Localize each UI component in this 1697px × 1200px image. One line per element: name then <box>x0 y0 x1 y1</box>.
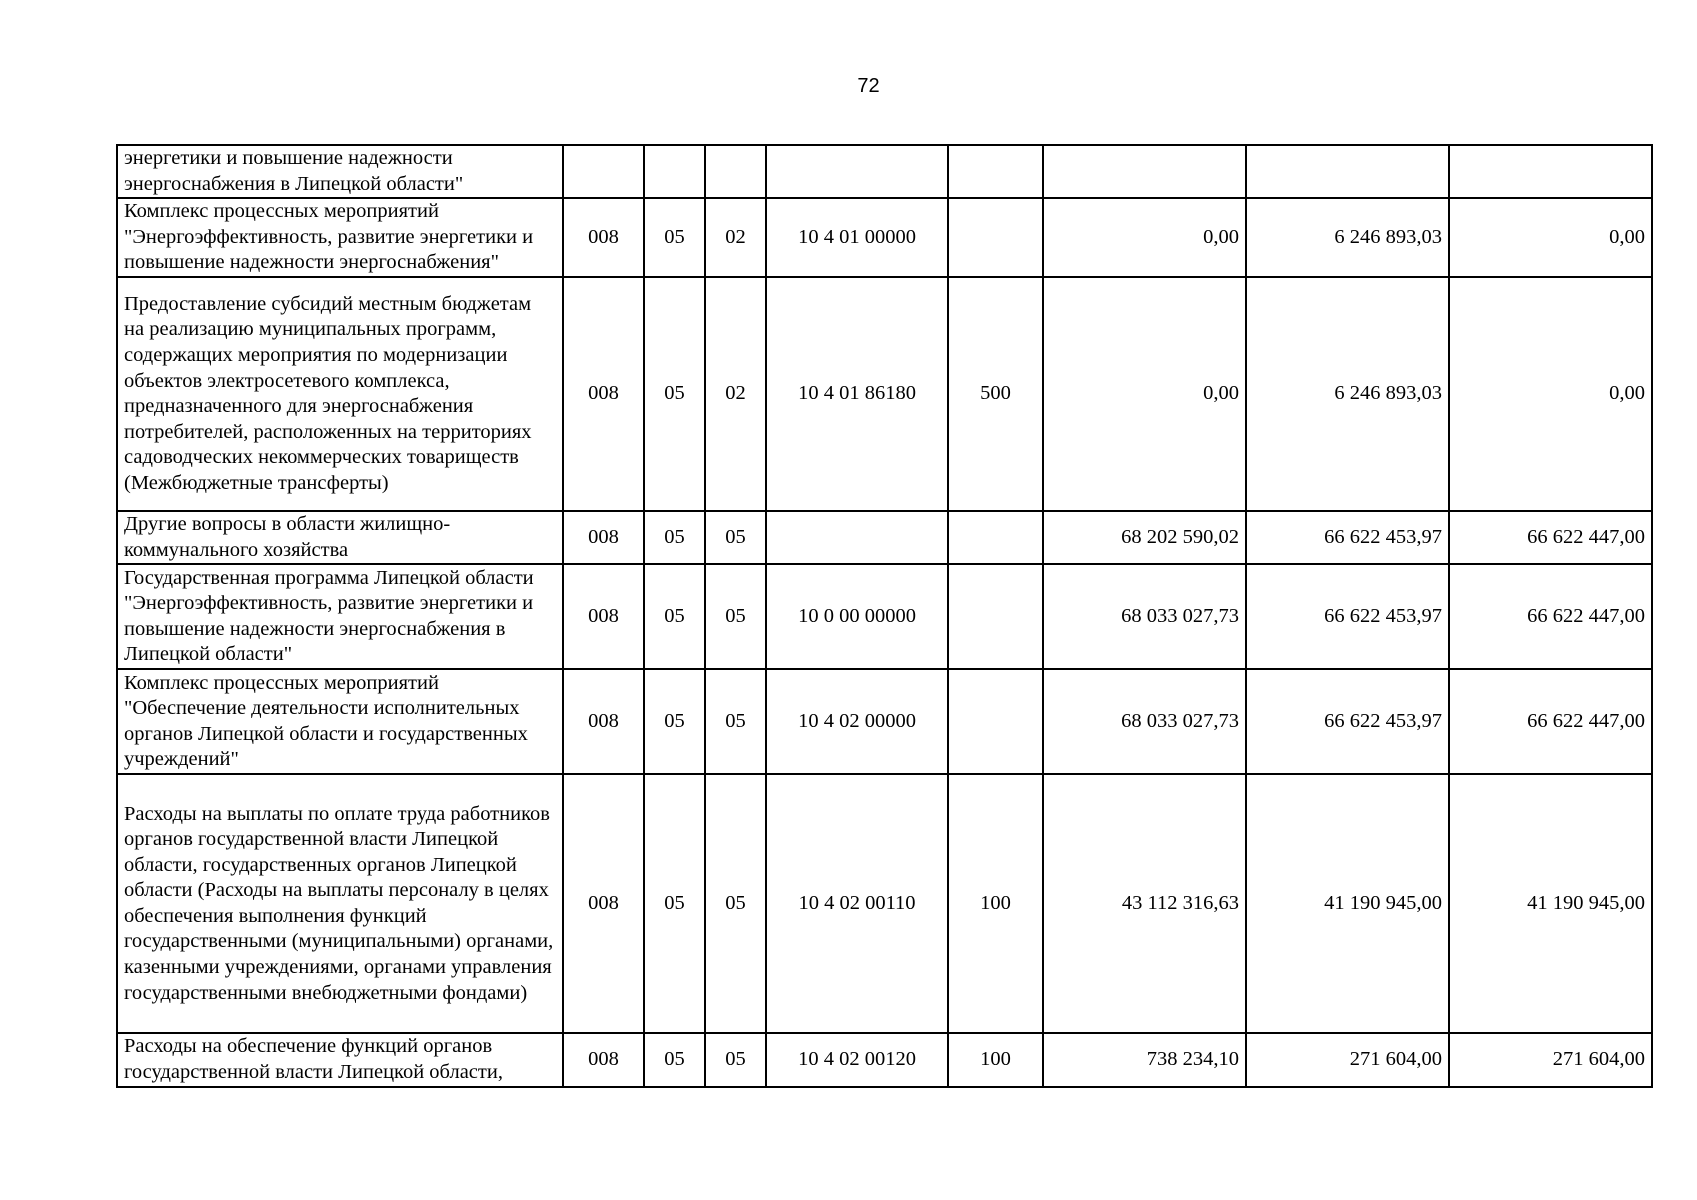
sum-year-1: 0,00 <box>1043 198 1246 277</box>
sum-year-3 <box>1449 145 1652 198</box>
sum-year-2: 66 622 453,97 <box>1246 669 1449 774</box>
sum-year-1: 68 033 027,73 <box>1043 669 1246 774</box>
section-code: 05 <box>644 669 705 774</box>
expense-type-code: 500 <box>948 277 1043 511</box>
target-article-code: 10 4 02 00110 <box>766 774 948 1033</box>
target-article-code <box>766 145 948 198</box>
expense-type-code: 100 <box>948 774 1043 1033</box>
row-name: Расходы на выплаты по оплате труда работников органов государственной власти Липецкой области, государственных органов Липецкой области (Расходы на выплаты персоналу в целях обеспечения выполнения функций государственными (муниципальными) органами, казенными учреждениями, органами управления государственными внебюджетными фондами) <box>117 774 563 1033</box>
row-name: Комплекс процессных мероприятий "Энергоэффективность, развитие энергетики и повышение надежности энергоснабжения" <box>117 198 563 277</box>
expense-type-code <box>948 564 1043 669</box>
subsection-code: 05 <box>705 669 766 774</box>
sum-year-1: 43 112 316,63 <box>1043 774 1246 1033</box>
row-name: Предоставление субсидий местным бюджетам на реализацию муниципальных программ, содержащих мероприятия по модернизации объектов электросетевого комплекса, предназначенного для энергоснабжения потребителей, расположенных на территориях садоводческих некоммерческих товариществ (Межбюджетные трансферты) <box>117 277 563 511</box>
ministry-code: 008 <box>563 511 644 564</box>
subsection-code: 05 <box>705 774 766 1033</box>
subsection-code <box>705 145 766 198</box>
expense-type-code <box>948 511 1043 564</box>
table-row <box>117 669 1652 774</box>
sum-year-2: 41 190 945,00 <box>1246 774 1449 1033</box>
table-row <box>117 198 1652 277</box>
sum-year-3: 41 190 945,00 <box>1449 774 1652 1033</box>
target-article-code: 10 4 02 00000 <box>766 669 948 774</box>
section-code: 05 <box>644 277 705 511</box>
section-code: 05 <box>644 198 705 277</box>
expense-type-code <box>948 145 1043 198</box>
sum-year-1: 0,00 <box>1043 277 1246 511</box>
section-code: 05 <box>644 1033 705 1086</box>
section-code: 05 <box>644 511 705 564</box>
sum-year-1: 68 033 027,73 <box>1043 564 1246 669</box>
table-row <box>117 145 1652 198</box>
ministry-code: 008 <box>563 669 644 774</box>
sum-year-2: 6 246 893,03 <box>1246 198 1449 277</box>
row-name: Расходы на обеспечение функций органов государственной власти Липецкой области, <box>117 1033 563 1086</box>
sum-year-3: 0,00 <box>1449 277 1652 511</box>
budget-table <box>116 144 1653 1088</box>
expense-type-code <box>948 198 1043 277</box>
expense-type-code <box>948 669 1043 774</box>
target-article-code <box>766 511 948 564</box>
sum-year-3: 66 622 447,00 <box>1449 511 1652 564</box>
target-article-code: 10 4 01 86180 <box>766 277 948 511</box>
row-name: Другие вопросы в области жилищно-коммунального хозяйства <box>117 511 563 564</box>
ministry-code <box>563 145 644 198</box>
sum-year-1: 738 234,10 <box>1043 1033 1246 1086</box>
sum-year-3: 271 604,00 <box>1449 1033 1652 1086</box>
table-row <box>117 774 1652 1033</box>
expense-type-code: 100 <box>948 1033 1043 1086</box>
table-row <box>117 511 1652 564</box>
sum-year-2: 66 622 453,97 <box>1246 564 1449 669</box>
sum-year-3: 66 622 447,00 <box>1449 564 1652 669</box>
subsection-code: 05 <box>705 1033 766 1086</box>
sum-year-3: 0,00 <box>1449 198 1652 277</box>
section-code: 05 <box>644 564 705 669</box>
subsection-code: 02 <box>705 277 766 511</box>
target-article-code: 10 0 00 00000 <box>766 564 948 669</box>
subsection-code: 05 <box>705 511 766 564</box>
sum-year-1: 68 202 590,02 <box>1043 511 1246 564</box>
table-row <box>117 564 1652 669</box>
subsection-code: 05 <box>705 564 766 669</box>
ministry-code: 008 <box>563 198 644 277</box>
row-name: энергетики и повышение надежности энергоснабжения в Липецкой области" <box>117 145 563 198</box>
sum-year-2 <box>1246 145 1449 198</box>
ministry-code: 008 <box>563 774 644 1033</box>
row-name: Государственная программа Липецкой области "Энергоэффективность, развитие энергетики и повышение надежности энергоснабжения в Липецкой области" <box>117 564 563 669</box>
table-row <box>117 277 1652 511</box>
page-number: 72 <box>857 75 880 97</box>
sum-year-2: 66 622 453,97 <box>1246 511 1449 564</box>
section-code <box>644 145 705 198</box>
subsection-code: 02 <box>705 198 766 277</box>
ministry-code: 008 <box>563 564 644 669</box>
sum-year-2: 271 604,00 <box>1246 1033 1449 1086</box>
ministry-code: 008 <box>563 1033 644 1086</box>
table-row <box>117 1033 1652 1086</box>
sum-year-1 <box>1043 145 1246 198</box>
section-code: 05 <box>644 774 705 1033</box>
ministry-code: 008 <box>563 277 644 511</box>
sum-year-3: 66 622 447,00 <box>1449 669 1652 774</box>
target-article-code: 10 4 02 00120 <box>766 1033 948 1086</box>
row-name: Комплекс процессных мероприятий "Обеспечение деятельности исполнительных органов Липецкой области и государственных учреждений" <box>117 669 563 774</box>
target-article-code: 10 4 01 00000 <box>766 198 948 277</box>
sum-year-2: 6 246 893,03 <box>1246 277 1449 511</box>
